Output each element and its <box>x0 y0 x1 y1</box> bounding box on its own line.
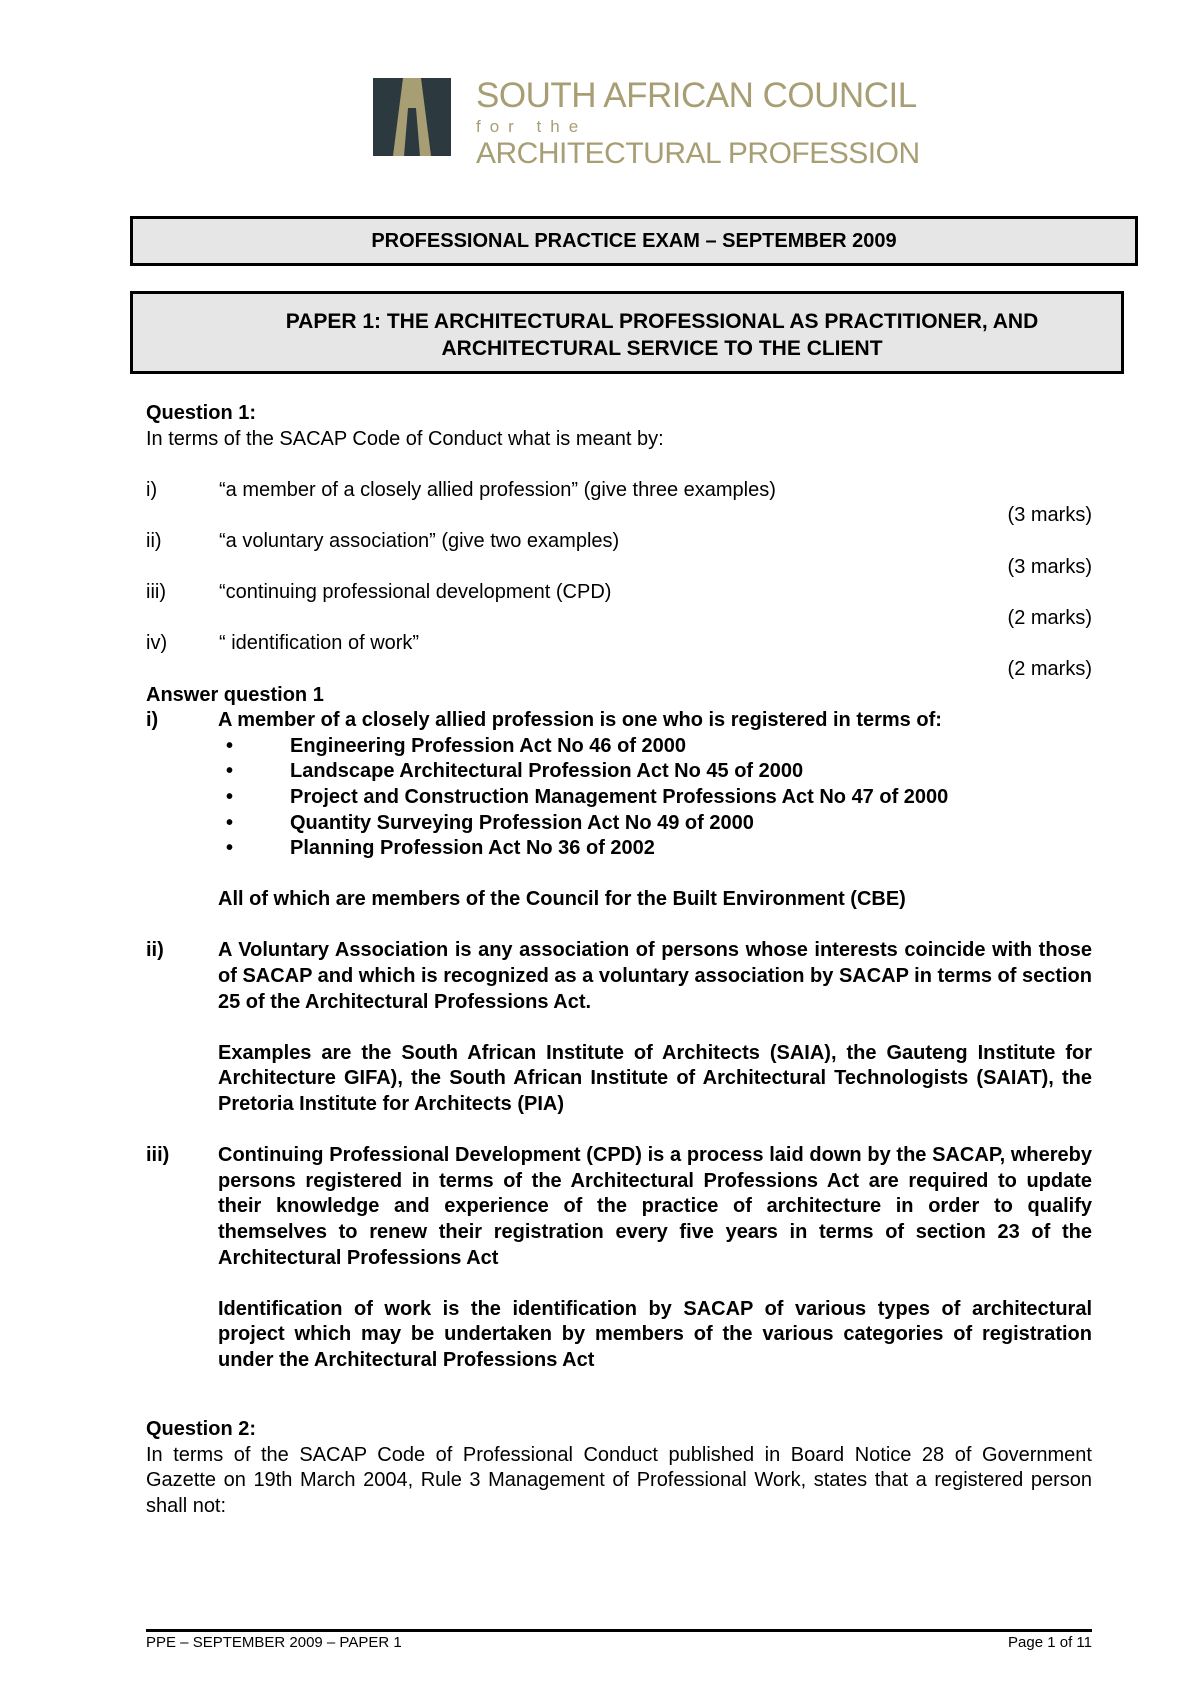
list-item <box>218 785 1092 811</box>
list-item-text: Planning Profession Act No 36 of 2002 <box>290 837 655 860</box>
answer-1-part-iii <box>146 1143 1092 1271</box>
bullet-icon: • <box>226 785 234 808</box>
answer-text: Continuing Professional Development (CPD) is a process laid down by the SACAP, whereby persons registered in terms of the Architectural Professions Act are required to update their knowledge and experience of the practice of architecture in order to qualify themselves to renew their registration every five years in terms of section 23 of the Architectural Professions Act <box>218 1144 1092 1269</box>
question-1-heading: Question 1: <box>146 402 257 424</box>
list-item <box>218 734 1092 760</box>
footer-page-number: Page 1 of 11 <box>1008 1634 1092 1651</box>
exam-title-box <box>130 216 1138 266</box>
list-item-text: Landscape Architectural Profession Act No 45 of 2000 <box>290 760 804 783</box>
list-item <box>218 811 1092 837</box>
document-body <box>146 401 1092 1520</box>
list-item-text: Quantity Surveying Profession Act No 49 of 2000 <box>290 811 754 834</box>
question-1-item <box>146 478 1092 529</box>
item-marks: (3 marks) <box>1007 555 1092 578</box>
answer-1-heading: Answer question 1 <box>146 683 324 706</box>
question-1-item <box>146 529 1092 580</box>
paper-title-box <box>130 291 1124 374</box>
list-item-text: Engineering Profession Act No 46 of 2000 <box>290 734 687 757</box>
question-1-intro: In terms of the SACAP Code of Conduct what is meant by: <box>146 427 664 450</box>
question-2-text: In terms of the SACAP Code of Professional Conduct published in Board Notice 28 of Government Gazette on 19th March 2004, Rule 3 Management of Professional Work, states that a registered person shall not: <box>146 1443 1092 1517</box>
answer-number: i) <box>146 709 159 732</box>
sacap-logo-mark <box>373 78 451 156</box>
question-1-item <box>146 580 1092 631</box>
answer-1-examples: Examples are the South African Institute of Architects (SAIA), the Gauteng Institute for Architecture GIFA), the South African Institute of Architectural Technologists (SAIAT), the Pretoria Institute for Architects (PIA) <box>218 1041 1092 1116</box>
allied-professions-list <box>146 734 1092 862</box>
sacap-logo <box>373 76 920 170</box>
logo-wordmark <box>476 78 920 170</box>
answer-1-part-i <box>146 708 1092 734</box>
list-item <box>218 759 1092 785</box>
item-number: i) <box>146 478 158 501</box>
list-item <box>218 836 1092 862</box>
answer-text: A member of a closely allied profession is one who is registered in terms of: <box>218 709 942 732</box>
logo-line-3: ARCHITECTURAL PROFESSION <box>476 137 920 170</box>
bullet-icon: • <box>226 811 234 834</box>
item-number: iii) <box>146 581 166 604</box>
answer-number: ii) <box>146 939 164 962</box>
item-number: ii) <box>146 529 162 552</box>
item-text: “a voluntary association” (give two examples) <box>219 529 620 552</box>
item-number: iv) <box>146 632 168 655</box>
answer-1-part-iv: Identification of work is the identification by SACAP of various types of architectural project which may be undertaken by members of the various categories of registration under the Architectural Professions Act <box>218 1297 1092 1371</box>
paper-title-line-1: PAPER 1: THE ARCHITECTURAL PROFESSIONAL AS PRACTITIONER, AND <box>285 310 1039 333</box>
logo-line-1: SOUTH AFRICAN COUNCIL <box>476 76 917 115</box>
bullet-icon: • <box>226 760 234 783</box>
paper-title-line-2: ARCHITECTURAL SERVICE TO THE CLIENT <box>441 337 883 360</box>
item-marks: (3 marks) <box>1007 504 1092 527</box>
answer-text: A Voluntary Association is any association of persons whose interests coincide with those of SACAP and which is recognized as a voluntary association by SACAP in terms of section 25 of the Architectural Professions Act. <box>218 939 1092 1013</box>
footer-divider <box>146 1629 1092 1632</box>
question-1-item <box>146 631 1092 682</box>
answer-number: iii) <box>146 1144 170 1167</box>
exam-title: PROFESSIONAL PRACTICE EXAM – SEPTEMBER 2009 <box>371 230 897 252</box>
bullet-icon: • <box>226 734 234 757</box>
logo-line-2: for the <box>476 117 588 136</box>
item-marks: (2 marks) <box>1007 606 1092 629</box>
question-2-heading: Question 2: <box>146 1418 257 1441</box>
item-text: “a member of a closely allied profession” (give three examples) <box>219 478 776 501</box>
list-item-text: Project and Construction Management Professions Act No 47 of 2000 <box>290 785 949 808</box>
item-text: “continuing professional development (CPD) <box>219 581 612 604</box>
footer-document-id: PPE – SEPTEMBER 2009 – PAPER 1 <box>146 1634 402 1651</box>
answer-1-note: All of which are members of the Council for the Built Environment (CBE) <box>218 888 906 911</box>
item-marks: (2 marks) <box>1007 657 1092 680</box>
bullet-icon: • <box>226 837 234 860</box>
answer-1-part-ii <box>146 938 1092 1015</box>
item-text: “ identification of work” <box>219 632 420 655</box>
